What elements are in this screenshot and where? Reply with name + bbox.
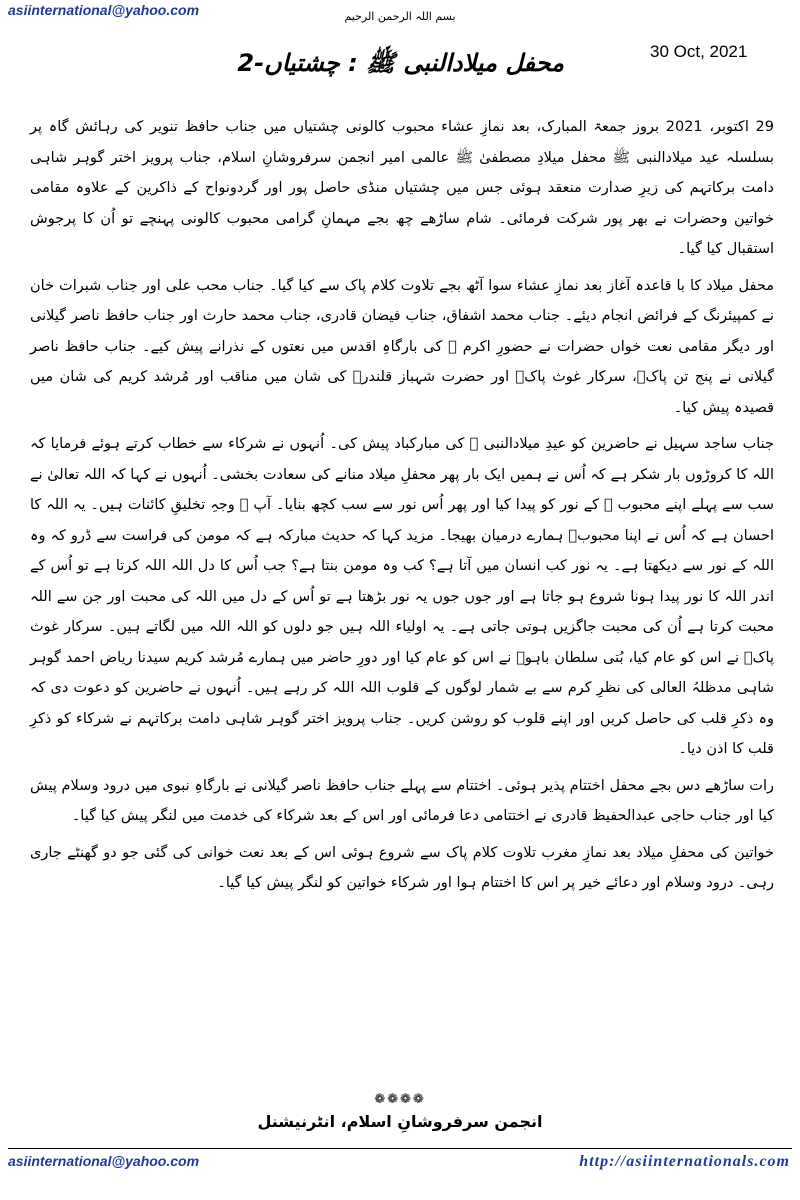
paragraph: خواتین کی محفلِ میلاد بعد نمازِ مغرب تلاوت کلام پاک سے شروع ہوئی اس کے بعد نعت خوانی کی گئی جو دو گھنٹے جاری رہی۔ درود وسلام اور دعائے خیر پر اس کا اختتام ہوا اور شرکاء خواتین کو لنگر پیش کیا گیا۔ — [30, 844, 774, 891]
organization-name: انجمن سرفروشانِ اسلام، انٹرنیشنل — [257, 1112, 543, 1131]
footer-email[interactable]: asiinternational@yahoo.com — [8, 1153, 200, 1169]
paragraph: محفل میلاد کا با قاعدہ آغاز بعد نمازِ عشاء سوا آٹھ بجے تلاوت کلام پاک سے کیا گیا۔ جناب محب علی اور جناب شبرات خان نے کمپیئرنگ کے فرائض انجام دیئے۔ جناب محمد اشفاق، جناب فیضان قادری، جناب محمد حارث اور جناب حافظ ناصر گیلانی اور دیگر مقامی نعت خواں حضرات نے حضورِ اکرم ﷺ کی بارگاہِ اقدس میں نعتوں کے نذرانے پیش کیے۔ جناب حافظ ناصر گیلانی نے پنج تن پاکؑ، سرکار غوث پاکؓ اور حضرت شہباز قلندرؒ کی شان میں مناقب اور مُرشد کریم کی شان میں قصیدہ پیش کیا۔ — [30, 277, 774, 416]
decorative-stars: ❁❁❁❁ — [374, 1092, 426, 1107]
article-body — [30, 112, 774, 905]
page-title: محفل میلادالنبی ﷺ : چشتیاں-2 — [237, 49, 564, 77]
paragraph: رات ساڑھے دس بجے محفل اختتام پذیر ہوئی۔ اختتام سے پہلے جناب حافظ ناصر گیلانی نے بارگاہِ نبوی میں درود وسلام پیش کیا اور جناب حاجی عبدالحفیظ قادری نے اختتامی دعا فرمائی اور اس کے بعد شرکاء کی خدمت میں لنگر پیش کیا گیا۔ — [30, 777, 774, 824]
header-email[interactable]: asiinternational@yahoo.com — [8, 2, 200, 18]
paragraph: جناب ساجد سہیل نے حاضرین کو عیدِ میلادالنبی ﷺ کی مبارکباد پیش کی۔ اُنہوں نے شرکاء سے خطاب کرتے ہوئے فرمایا کہ اللہ کا کروڑوں بار شکر ہے کہ اُس نے ہمیں ایک بار پھر محفلِ میلاد منانے کی سعادت بخشی۔ اُنہوں نے کہا کہ اللہ تعالیٰ نے سب سے پہلے اپنے محبوب ﷺ کے نور کو پیدا کیا اور پھر اُس نور سے سب کچھ بنایا۔ آپ ﷺ وجہِ تخلیقِ کائنات ہیں۔ یہ اللہ کا احسان ہے کہ اُس نے اپنا محبوبؐ ہمارے درمیان بھیجا۔ مزید کہا کہ حدیث مبارکہ ہے کہ مومن کی فراست سے ڈرو کہ وہ اللہ کے نور سے دیکھتا ہے۔ یہ نور کب انسان میں آتا ہے؟ کب وہ مومن بنتا ہے؟ جب اُس کا دل اللہ اللہ کرتا ہے تو اُس کے اندر اللہ کا نور پیدا ہونا شروع ہو جاتا ہے اور جوں جوں یہ نور بڑھتا ہے تو اُس کے دل میں اللہ کی محبت اور جن سے اللہ محبت کرتا ہے اُن کی محبت جاگزیں ہوتی جاتی ہے۔ یہ اولیاء اللہ ہیں جو دلوں کو اللہ اللہ میں لگاتے ہیں۔ سرکار غوث پاکؓ نے اس کو عام کیا، بُتی سلطان باہوؒ نے اس کو عام کیا اور دورِ حاضر میں ہمارے مُرشد کریم سیدنا ریاض احمد گوہر شاہی مدظلہُ العالی کی نظرِ کرم سے بے شمار لوگوں کے قلوب اللہ اللہ کر رہے ہیں۔ اُنہوں نے حاضرین کو دعوت دی کہ وہ ذکرِ قلب کی حاصل کریں اور اپنے قلوب کو روشن کریں۔ جناب پرویز اختر گوہر شاہی دامت برکاتہم نے شرکاء کو ذکرِ قلب کا اذن دیا۔ — [30, 436, 774, 757]
footer-divider — [8, 1148, 792, 1149]
footer-url[interactable]: http://asiinternationals.com — [579, 1153, 790, 1170]
date: 30 Oct, 2021 — [650, 42, 748, 61]
paragraph: 29 اکتوبر، 2021 بروز جمعۃ المبارک، بعد نمازِ عشاء محبوب کالونی چشتیاں میں جناب حافظ تنویر کی رہائش گاہ پر بسلسلہ عید میلادالنبی ﷺ محفل میلادِ مصطفیٰ ﷺ عالمی امیر انجمن سرفروشانِ اسلام، جناب پرویز اختر گوہر شاہی دامت برکاتہم کی زیرِ صدارت منعقد ہوئی جس میں چشتیاں منڈی حاصل پور اور گردونواح کے ذاکرین کے علاوہ مقامی خواتین وحضرات نے بھر پور شرکت فرمائی۔ شام ساڑھے چھ بجے مہمانِ گرامی محبوب کالونی پہنچے تو اُن کا پرجوش استقبال کیا گیا۔ — [30, 119, 774, 257]
bismillah: بسم اللہ الرحمن الرحیم — [344, 10, 456, 23]
